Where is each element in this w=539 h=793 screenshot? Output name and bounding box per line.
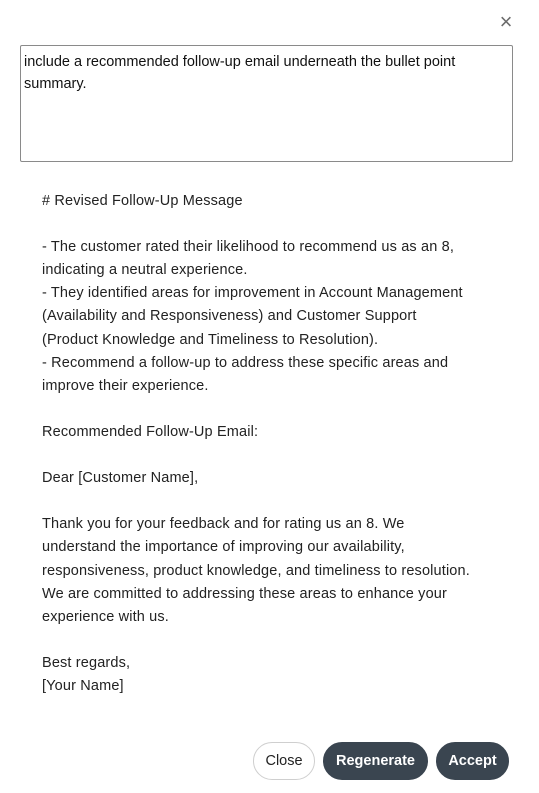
response-line: indicating a neutral experience. [42,262,248,279]
response-line: Best regards, [42,654,131,671]
response-line: - They identified areas for improvement in Account Management [42,285,463,302]
regenerate-button[interactable]: Regenerate [323,742,428,780]
response-line: improve their experience. [42,377,209,394]
response-line: [Your Name] [42,677,124,694]
response-line: experience with us. [42,608,169,625]
accept-button[interactable]: Accept [436,742,509,780]
response-line: (Product Knowledge and Timeliness to Resolution). [42,331,379,348]
response-line [42,629,502,652]
response-line: (Availability and Responsiveness) and Customer Support [42,308,417,325]
response-line: Recommended Follow-Up Email: [42,423,259,440]
response-line [42,490,502,513]
response-line: Dear [Customer Name], [42,470,199,487]
response-line: responsiveness, product knowledge, and timeliness to resolution. [42,562,470,579]
response-line: understand the importance of improving our availability, [42,539,405,556]
response-line [42,444,502,467]
prompt-input[interactable] [20,45,513,162]
response-line [42,213,502,236]
response-line [42,398,502,421]
response-line: We are committed to addressing these areas to enhance your [42,585,447,602]
response-text [42,190,502,698]
response-line: - Recommend a follow-up to address these specific areas and [42,354,449,371]
response-line: Thank you for your feedback and for rating us an 8. We [42,516,405,533]
response-line: - The customer rated their likelihood to recommend us as an 8, [42,239,455,256]
dialog-footer [253,742,509,780]
close-button[interactable]: Close [253,742,315,780]
response-line: # Revised Follow-Up Message [42,193,243,209]
close-icon[interactable]: × [499,9,513,34]
